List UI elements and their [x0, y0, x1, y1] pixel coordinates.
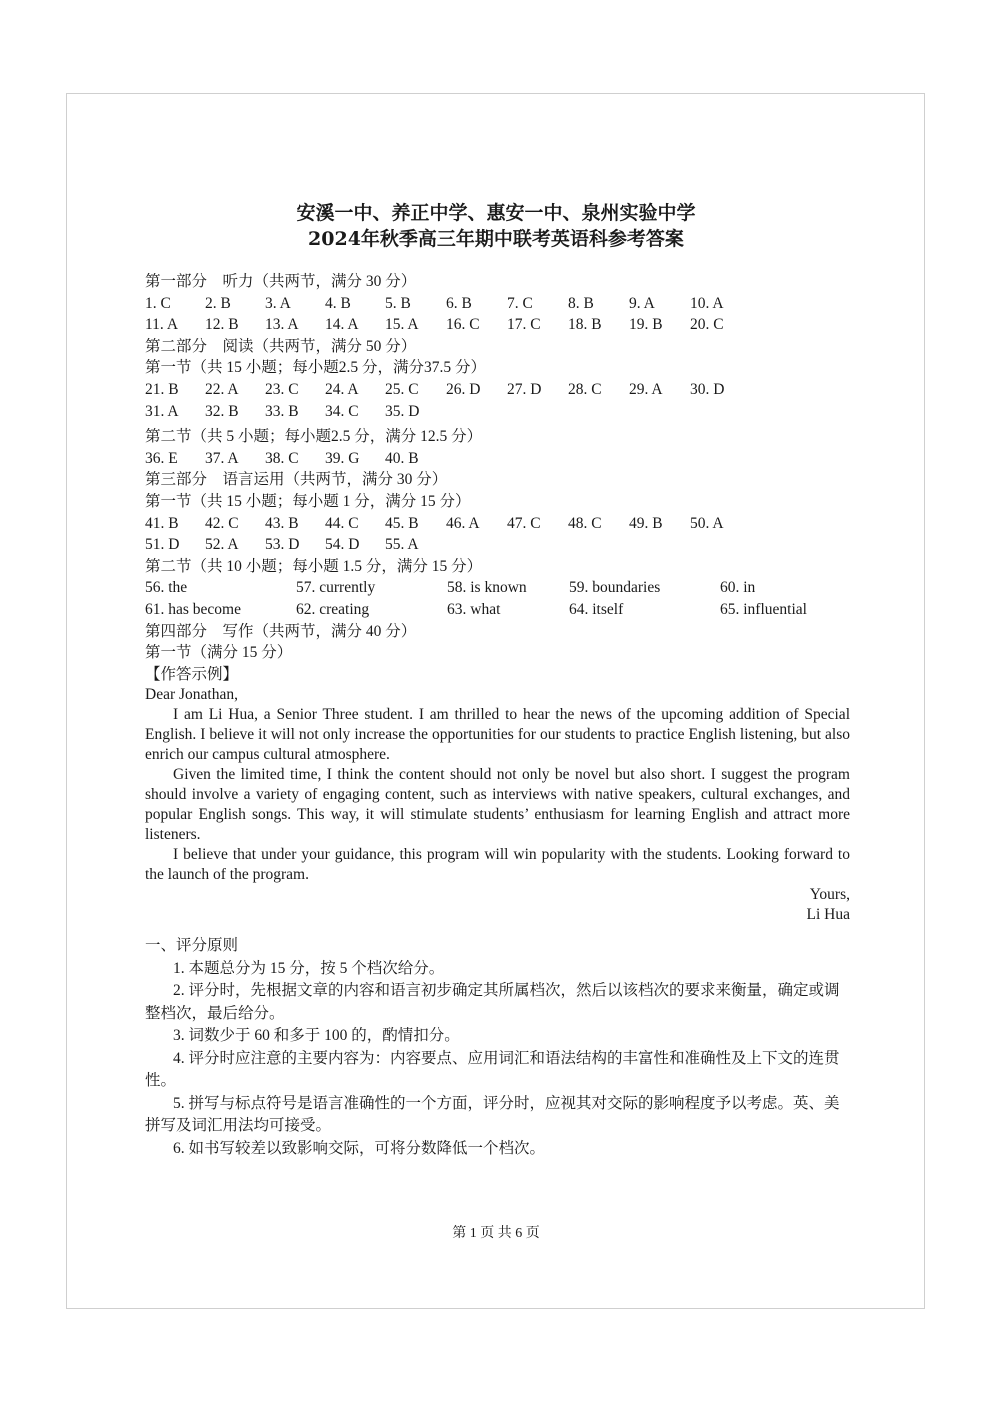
answer-item: 50. A [690, 514, 724, 532]
answer-item: 6. B [446, 294, 472, 312]
answer-item: 41. B [145, 514, 179, 532]
grading-rule: 4. 评分时应注意的主要内容为：内容要点、应用词汇和语法结构的丰富性和准确性及上下文的连贯性。 [145, 1049, 840, 1090]
answer-item: 37. A [205, 449, 239, 467]
answer-item: 33. B [265, 402, 299, 420]
answer-item: 4. B [325, 294, 351, 312]
answer-item: 3. A [265, 294, 291, 312]
part2-section1-answers [145, 379, 850, 422]
answer-item: 65. influential [720, 600, 807, 618]
answer-item: 14. A [325, 316, 359, 334]
part4-section1-heading: 第一节（满分 15 分） [145, 644, 293, 662]
answer-row [145, 599, 850, 621]
answer-item: 12. B [205, 316, 239, 334]
part4-heading: 第四部分 写作（共两节，满分 40 分） [145, 622, 417, 640]
answer-row [145, 293, 850, 315]
sample-answer-label: 【作答示例】 [145, 665, 239, 683]
answer-item: 15. A [385, 316, 419, 334]
answer-row [145, 448, 850, 470]
answer-item: 51. D [145, 536, 180, 554]
letter-paragraph: I am Li Hua, a Senior Three student. I am thrilled to hear the news of the upcoming addition of Special English. I believe it will not only increase the opportunities for our students to practice English listening, but also enrich our campus cultural atmosphere. [145, 706, 850, 764]
document-title-exam: 2024年秋季高三年期中联考英语科参考答案 [308, 228, 684, 250]
answer-item: 54. D [325, 536, 360, 554]
sample-letter [145, 685, 850, 925]
answer-key-content [145, 271, 850, 1160]
answer-item: 32. B [205, 402, 239, 420]
grading-rule: 5. 拼写与标点符号是语言准确性的一个方面，评分时，应视其对交际的影响程度予以考虑。英、美拼写及词汇用法均可接受。 [145, 1094, 840, 1135]
answer-item: 58. is known [447, 579, 527, 597]
answer-item: 56. the [145, 579, 188, 597]
part2-section2-answers [145, 448, 850, 470]
grading-rule: 2. 评分时，先根据文章的内容和语言初步确定其所属档次，然后以该档次的要求来衡量，确定或调整档次，最后给分。 [145, 982, 840, 1022]
answer-row [145, 534, 850, 556]
part3-section1-heading: 第一节（共 15 小题；每小题 1 分，满分 15 分） [145, 492, 471, 510]
answer-item: 61. has become [145, 600, 241, 618]
answer-item: 49. B [629, 514, 663, 532]
answer-item: 31. A [145, 402, 179, 420]
answer-row [145, 314, 850, 336]
answer-item: 42. C [205, 514, 239, 532]
answer-item: 52. A [205, 536, 239, 554]
letter-closing: Yours, [809, 886, 850, 904]
part2-section1-heading: 第一节（共 15 小题；每小题2.5 分，满分37.5 分） [145, 359, 487, 377]
answer-item: 24. A [325, 380, 359, 398]
answer-item: 64. itself [569, 600, 624, 618]
answer-item: 20. C [690, 316, 724, 334]
answer-item: 48. C [568, 514, 602, 532]
answer-item: 39. G [325, 449, 360, 467]
answer-item: 62. creating [296, 600, 370, 618]
part3-heading: 第三部分 语言运用（共两节，满分 30 分） [145, 471, 448, 489]
answer-item: 43. B [265, 514, 299, 532]
answer-item: 13. A [265, 316, 299, 334]
answer-item: 30. D [690, 380, 725, 398]
part1-answers [145, 293, 850, 336]
grading-rule: 3. 词数少于 60 和多于 100 的，酌情扣分。 [173, 1027, 460, 1045]
answer-item: 11. A [145, 316, 179, 334]
answer-item: 55. A [385, 536, 419, 554]
grading-rules-heading: 一、评分原则 [145, 937, 239, 955]
answer-item: 19. B [629, 316, 663, 334]
answer-item: 36. E [145, 449, 178, 467]
answer-item: 29. A [629, 380, 663, 398]
part3-section2-heading: 第二节（共 10 小题；每小题 1.5 分，满分 15 分） [145, 557, 483, 575]
answer-item: 46. A [446, 514, 480, 532]
grading-rule: 1. 本题总分为 15 分，按 5 个档次给分。 [173, 959, 445, 977]
letter-paragraph: Given the limited time, I think the content should not only be novel but also short. I suggest the program should involve a variety of engaging content, such as interviews with native speakers, cultural exchanges, and popular English songs. This way, it will stimulate students’ enthusiasm for learning English and attract more listeners. [145, 766, 850, 844]
letter-paragraph: I believe that under your guidance, this program will win popularity with the students. Looking forward to the launch of the program. [145, 846, 850, 884]
letter-signature: Li Hua [806, 906, 850, 924]
answer-item: 57. currently [296, 579, 376, 597]
answer-item: 38. C [265, 449, 299, 467]
answer-item: 60. in [720, 579, 756, 597]
answer-item: 2. B [205, 294, 231, 312]
part2-section2-heading: 第二节（共 5 小题；每小题2.5 分，满分 12.5 分） [145, 428, 483, 446]
answer-item: 21. B [145, 380, 179, 398]
answer-row [145, 513, 850, 535]
answer-item: 9. A [629, 294, 655, 312]
answer-item: 45. B [385, 514, 419, 532]
answer-item: 28. C [568, 380, 602, 398]
answer-item: 27. D [507, 380, 542, 398]
grading-rule: 6. 如书写较差以致影响交际，可将分数降低一个档次。 [173, 1139, 546, 1157]
answer-item: 17. C [507, 316, 541, 334]
grading-rules [145, 935, 850, 1160]
answer-item: 53. D [265, 536, 300, 554]
answer-item: 40. B [385, 449, 419, 467]
answer-item: 63. what [447, 600, 501, 618]
answer-item: 22. A [205, 380, 239, 398]
answer-item: 1. C [145, 294, 171, 312]
answer-item: 25. C [385, 380, 419, 398]
answer-item: 18. B [568, 316, 602, 334]
page-number: 第 1 页 共 6 页 [452, 1226, 540, 1241]
answer-row [145, 577, 850, 599]
answer-item: 47. C [507, 514, 541, 532]
answer-item: 26. D [446, 380, 481, 398]
answer-item: 35. D [385, 402, 420, 420]
part2-heading: 第二部分 阅读（共两节，满分 50 分） [145, 337, 417, 355]
answer-row [145, 379, 850, 401]
part1-heading: 第一部分 听力（共两节，满分 30 分） [145, 273, 417, 290]
letter-salutation: Dear Jonathan, [145, 686, 238, 704]
document-title-schools: 安溪一中、养正中学、惠安一中、泉州实验中学 [296, 202, 696, 224]
answer-item: 10. A [690, 294, 724, 312]
answer-item: 23. C [265, 380, 299, 398]
answer-item: 34. C [325, 402, 359, 420]
answer-item: 59. boundaries [569, 579, 661, 597]
part3-section1-answers [145, 513, 850, 556]
answer-item: 8. B [568, 294, 594, 312]
answer-row [145, 401, 850, 423]
answer-item: 44. C [325, 514, 359, 532]
answer-item: 7. C [507, 294, 533, 312]
answer-item: 5. B [385, 294, 411, 312]
answer-item: 16. C [446, 316, 480, 334]
part3-section2-answers [145, 577, 850, 620]
